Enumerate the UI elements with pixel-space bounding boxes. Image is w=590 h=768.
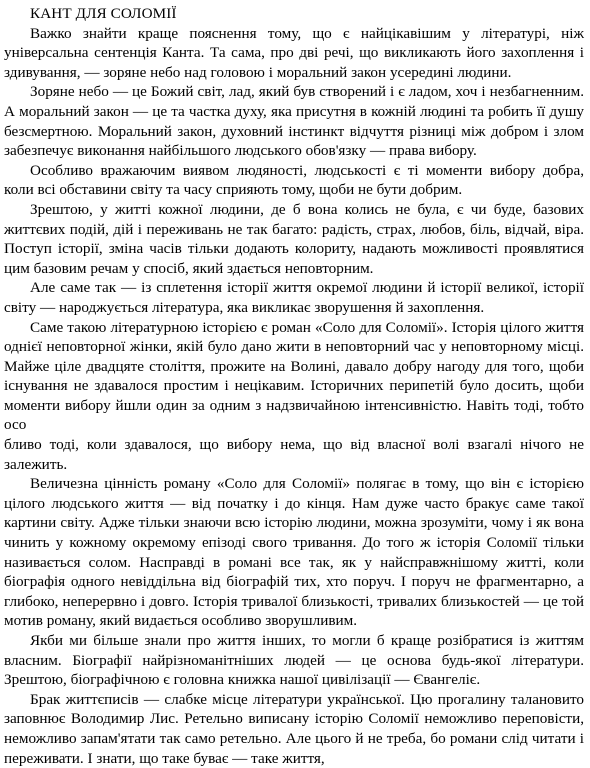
paragraph-5: Але саме так — із сплетення історії життя окремої людини й історії великої, історії світу — народжується література, яка викликає зворушення й захоплення. xyxy=(4,279,584,316)
document-title: КАНТ ДЛЯ СОЛОМІЇ xyxy=(30,5,177,22)
paragraph-6: Саме такою літературною історією є роман «Соло для Соломії». Історія цілого життя однієї неповторної жінки, якій було дано жити в неповторний час у неповторному місці. Майже ціле двадцяте століття, прожите на Волині, давало добру нагоду для того, щоби існування не здавалося простим і нецікавим. Історичних перипетій було досить, щоби моменти вибору йшли один за одним з надзвичайною інтенсивністю. Навіть тоді, тобто осо xyxy=(4,318,584,434)
paragraph-7: Величезна цінність роману «Соло для Соломії» полягає в тому, що він є історією цілого людського життя — від початку і до кінця. Нам дуже часто бракує саме такої картини світу. Адже тільки знаючи всю історію людини, можна зрозуміти, чому і як вона чинить у кожному окремому епізоді свого тривання. До того ж історія Соломії тільки називається солом. Насправді в романі все так, як у найсправжнішому житті, коли біографія одного невіддільна від біографій тих, хто поруч. І поруч не фрагментарно, а глибоко, неперервно і довго. Історія тривалої близькості, тривалих близькостей — це той мотив роману, який видається особливо зворушливим. xyxy=(4,475,584,630)
paragraph-8: Якби ми більше знали про життя інших, то могли б краще розібратися із життям власним. Біографії найрізноманітніших людей — це основа будь-якої літератури. Зрештою, біографічною є головна книжка нашої цивілізації — Євангеліє. xyxy=(4,632,584,689)
paragraph-6-continuation: бливо тоді, коли здавалося, що вибору нема, що від власної волі взагалі нічого не залежить. xyxy=(4,436,584,473)
paragraph-1: Важко знайти краще пояснення тому, що є найцікавішим у літературі, ніж універсальна сентенція Канта. Та сама, про дві речі, що викликають його захоплення і здивування, — зоряне небо над головою і моральний закон усередині людини. xyxy=(4,24,584,81)
paragraph-9: Брак життєписів — слабке місце літератури української. Цю прогалину талановито заповнює Володимир Лис. Ретельно виписану історію Соломії неможливо переповісти, неможливо запам'ятати так само ретельно. Але цього й не треба, бо романи слід читати і переживати. І знати, що таке буває — таке життя, xyxy=(4,690,584,767)
paragraph-4: Зрештою, у житті кожної людини, де б вона колись не була, є чи буде, базових життєвих подій, дій і переживань не так багато: радість, страх, любов, біль, відчай, віра. Поступ історії, зміна часів тільки додають колориту, надають можливості проявлятися цим базовим речам у спосіб, який здається неповторним. xyxy=(4,200,584,277)
paragraph-3: Особливо вражаючим виявом людяності, людськості є ті моменти вибору добра, коли всі обставини світу та часу сприяють тому, щоби не бути добрим. xyxy=(4,161,584,199)
paragraph-2: Зоряне небо — це Божий світ, лад, який був створений і є ладом, хоч і незбагненним. А моральний закон — це та частка духу, яка присутня в кожній людині та робить її душу безсмертною. Моральний закон, духовний інстинкт відчуття різниці між добром і злом забезпечує виконання найбільшого людського обов'язку — права вибору. xyxy=(4,83,584,160)
